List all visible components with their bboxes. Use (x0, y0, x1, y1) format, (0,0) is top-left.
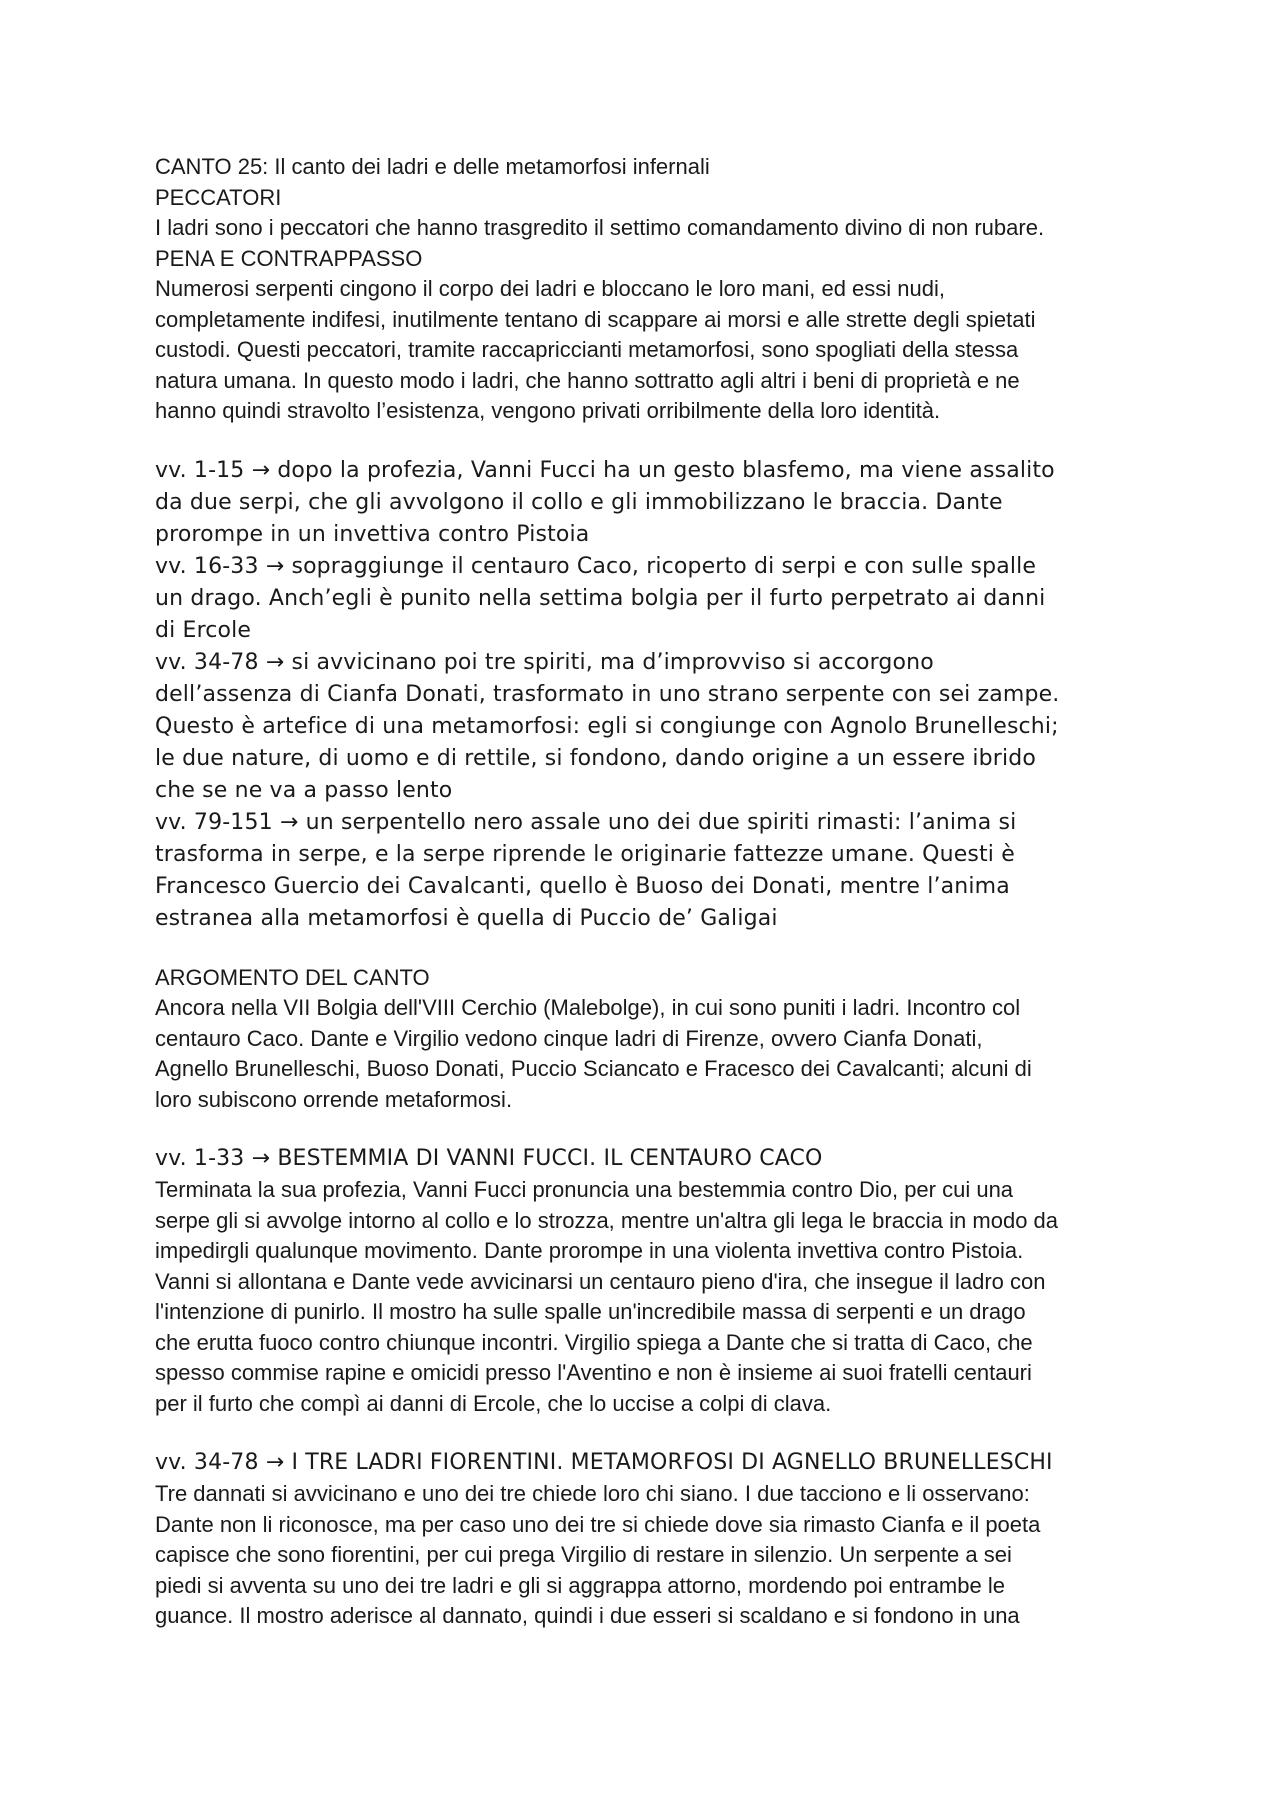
section-tre-ladri (155, 1447, 1135, 1632)
section-text-line: serpe gli si avvolge intorno al collo e lo strozza, mentre un'altra gli lega le braccia in modo da (155, 1207, 1059, 1233)
peccatori-text: I ladri sono i peccatori che hanno trasgredito il settimo comandamento divino di non rubare. (155, 215, 1045, 240)
heading-pena: PENA E CONTRAPPASSO (155, 245, 423, 271)
pena-text-line: Numerosi serpenti cingono il corpo dei ladri e bloccano le loro mani, ed essi nudi, (155, 276, 945, 301)
summary-line: estranea alla metamorfosi è quella di Puccio de’ Galigai (155, 905, 778, 931)
summary-line: le due nature, di uomo e di rettile, si fondono, dando origine a un essere ibrido (155, 745, 1036, 771)
section-heading: vv. 1-33 → BESTEMMIA DI VANNI FUCCI. IL CENTAURO CACO (155, 1146, 823, 1171)
summary-line: vv. 79-151 → un serpentello nero assale uno dei due spiriti rimasti: l’anima si (155, 809, 1017, 835)
pena-text-line: natura umana. In questo modo i ladri, che hanno sottratto agli altri i beni di proprietà e ne (155, 367, 1020, 393)
summary-line: da due serpi, che gli avvolgono il collo e gli immobilizzano le braccia. Dante (155, 489, 1003, 515)
canto-title: CANTO 25: Il canto dei ladri e delle metamorfosi infernali (155, 154, 710, 179)
argomento-section (155, 963, 1135, 1116)
heading-peccatori: PECCATORI (155, 184, 282, 210)
summary-line: vv. 1-15 → dopo la profezia, Vanni Fucci ha un gesto blasfemo, ma viene assalito (155, 457, 1055, 483)
section-text-line: impedirgli qualunque movimento. Dante prorompe in una violenta invettiva contro Pistoia. (155, 1238, 1024, 1263)
pena-text-line: custodi. Questi peccatori, tramite raccapriccianti metamorfosi, sono spogliati della stessa (155, 337, 1019, 362)
summary-line: dell’assenza di Cianfa Donati, trasformato in uno strano serpente con sei zampe. (155, 681, 1060, 707)
section-text-line: spesso commise rapine e omicidi presso l'Aventino e non è insieme ai suoi fratelli centauri (155, 1360, 1032, 1385)
section-text-line: Tre dannati si avvicinano e uno dei tre chiede loro chi siano. I due tacciono e li osservano: (155, 1481, 1030, 1506)
heading-argomento: ARGOMENTO DEL CANTO (155, 964, 430, 990)
argomento-text-line: centauro Caco. Dante e Virgilio vedono cinque ladri di Firenze, ovvero Cianfa Donati, (155, 1025, 983, 1051)
section-text-line: Dante non li riconosce, ma per caso uno dei tre si chiede dove sia rimasto Cianfa e il poeta (155, 1511, 1041, 1537)
section-text-line: piedi si avventa su uno dei tre ladri e gli si aggrappa attorno, mordendo poi entrambe le (155, 1572, 1005, 1598)
summary-line: Francesco Guercio dei Cavalcanti, quello è Buoso dei Donati, mentre l’anima (155, 873, 1010, 899)
section-text-line: Vanni si allontana e Dante vede avvicinarsi un centauro pieno d'ira, che insegue il ladro con (155, 1268, 1046, 1294)
pena-text-line: completamente indifesi, inutilmente tentano di scappare ai morsi e alle strette degli spietati (155, 306, 1036, 332)
summary-line: di Ercole (155, 617, 252, 643)
argomento-text-line: Agnello Brunelleschi, Buoso Donati, Puccio Sciancato e Fracesco dei Cavalcanti; alcuni di (155, 1056, 1032, 1081)
document-page (155, 152, 1135, 1632)
argomento-text-line: loro subiscono orrende metaformosi. (155, 1086, 513, 1112)
section-text-line: guance. Il mostro aderisce al dannato, quindi i due esseri si scaldano e si fondono in una (155, 1603, 1020, 1628)
summary-line: vv. 16-33 → sopraggiunge il centauro Caco, ricoperto di serpi e con sulle spalle (155, 553, 1037, 579)
argomento-text-line: Ancora nella VII Bolgia dell'VIII Cerchio (Malebolge), in cui sono puniti i ladri. Incontro col (155, 995, 1021, 1020)
section-text-line: per il furto che compì ai danni di Ercole, che lo uccise a colpi di clava. (155, 1390, 832, 1416)
intro-section (155, 152, 1135, 427)
section-heading: vv. 34-78 → I TRE LADRI FIORENTINI. METAMORFOSI DI AGNELLO BRUNELLESCHI (155, 1450, 1053, 1475)
summary-line: che se ne va a passo lento (155, 777, 453, 803)
verse-summary-section (155, 455, 1135, 935)
section-text-line: che erutta fuoco contro chiunque incontri. Virgilio spiega a Dante che si tratta di Caco, che (155, 1329, 1033, 1355)
summary-line: prorompe in un invettiva contro Pistoia (155, 521, 590, 547)
summary-line: un drago. Anch’egli è punito nella settima bolgia per il furto perpetrato ai danni (155, 585, 1046, 611)
section-text-line: capisce che sono fiorentini, per cui prega Virgilio di restare in silenzio. Un serpente a sei (155, 1542, 1012, 1567)
summary-line: trasforma in serpe, e la serpe riprende le originarie fattezze umane. Questi è (155, 841, 1015, 867)
section-vanni-fucci (155, 1143, 1135, 1419)
section-text-line: Terminata la sua profezia, Vanni Fucci pronuncia una bestemmia contro Dio, per cui una (155, 1177, 1014, 1202)
summary-line: vv. 34-78 → si avvicinano poi tre spiriti, ma d’improvviso si accorgono (155, 649, 934, 675)
summary-line: Questo è artefice di una metamorfosi: egli si congiunge con Agnolo Brunelleschi; (155, 713, 1059, 739)
pena-text-line: hanno quindi stravolto l’esistenza, vengono privati orribilmente della loro identità. (155, 398, 941, 423)
section-text-line: l'intenzione di punirlo. Il mostro ha sulle spalle un'incredibile massa di serpenti e un drago (155, 1299, 1026, 1324)
